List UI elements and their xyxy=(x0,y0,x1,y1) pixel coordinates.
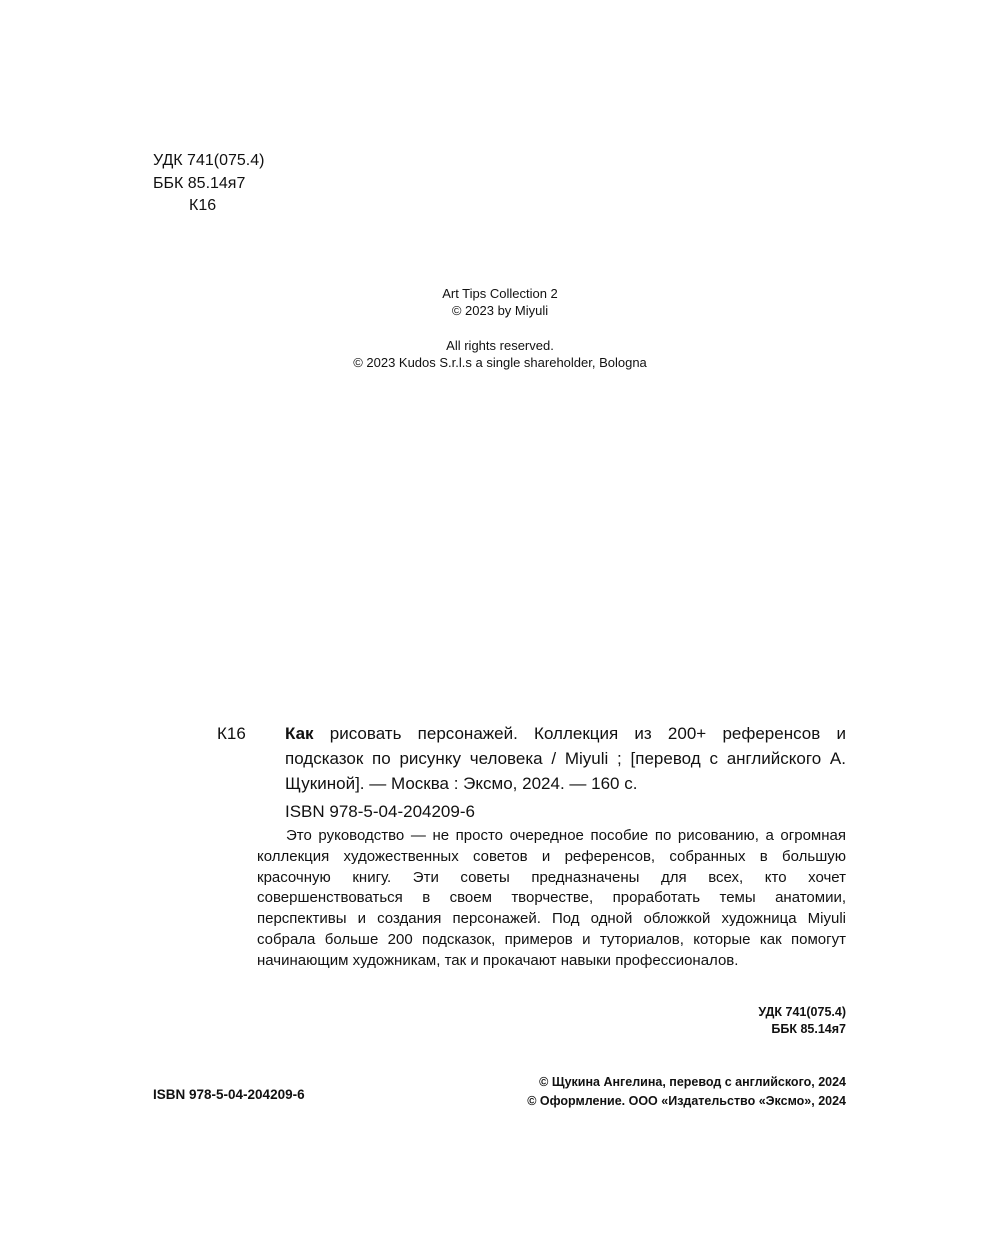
catalog-author-mark: К16 xyxy=(217,724,246,743)
bbk-code: ББК 85.14я7 xyxy=(153,174,246,192)
design-copyright: © Оформление. ООО «Издательство «Эксмо», 2024 xyxy=(527,1094,846,1108)
original-title: Art Tips Collection 2 xyxy=(442,286,558,301)
catalog-description xyxy=(285,721,846,796)
top-classification-block xyxy=(153,150,264,218)
rights-block xyxy=(250,285,750,371)
all-rights-reserved: All rights reserved. xyxy=(446,338,554,353)
footer-isbn: ISBN 978-5-04-204209-6 xyxy=(153,1087,305,1102)
udk-code: УДК 741(075.4) xyxy=(153,152,265,169)
author-mark: К16 xyxy=(189,197,217,214)
bottom-udk-code: УДК 741(075.4) xyxy=(758,1005,846,1019)
catalog-description-text: рисовать персонажей. Коллекция из 200+ референсов и подсказок по рисунку человека / Miyuli ; [перевод с английского А. Щукиной]. — Москва : Эксмо, 2024. — 160 с. xyxy=(285,724,846,793)
catalog-title-first-word: Как xyxy=(285,724,314,743)
bottom-classification-block xyxy=(690,1004,846,1038)
author-copyright: © 2023 by Miyuli xyxy=(451,303,549,318)
publisher-copyright: © 2023 Kudos S.r.l.s a single shareholder, Bologna xyxy=(353,355,647,370)
annotation-paragraph: Это руководство — не просто очередное пособие по рисованию, а огромная коллекция художественных советов и референсов, собранных в большую красочную книгу. Эти советы предназначены для всех, кто хочет совершенствоваться в своем творчестве, проработать темы анатомии, перспективы и создания персонажей. Под одной обложкой художница Miyuli собрала больше 200 подсказок, примеров и туториалов, которые как помогут начинающим художникам, так и прокачают навыки профессионалов. xyxy=(257,827,846,969)
bottom-bbk-code: ББК 85.14я7 xyxy=(771,1022,846,1036)
spacer xyxy=(250,319,750,337)
footer-copyright-block xyxy=(400,1073,846,1111)
catalog-isbn: ISBN 978-5-04-204209-6 xyxy=(285,802,475,821)
translation-copyright: © Щукина Ангелина, перевод с английского, 2024 xyxy=(539,1075,846,1089)
